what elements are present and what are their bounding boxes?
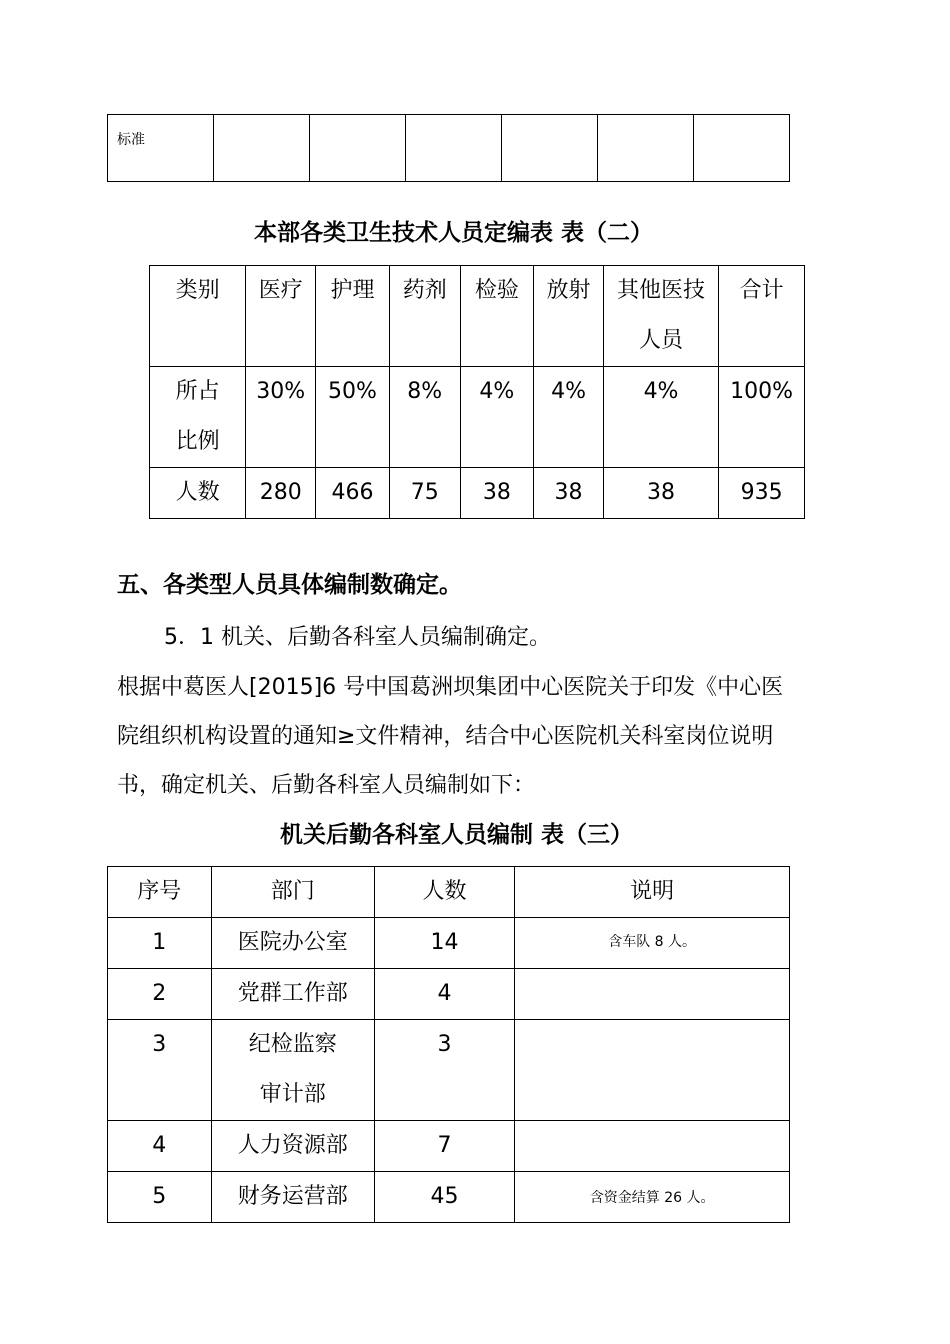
row-dept: 医院办公室 — [211, 918, 374, 969]
ratio-cell: 8% — [389, 367, 460, 468]
ratio-cell: 100% — [719, 367, 805, 468]
ratio-label-line1: 所占 — [175, 379, 220, 404]
header-other-line1: 其他医技 — [617, 278, 706, 303]
row-count: 14 — [374, 918, 514, 969]
count-cell: 75 — [389, 468, 460, 519]
count-cell: 38 — [460, 468, 534, 519]
table-row — [108, 115, 790, 182]
ratio-cell: 4% — [534, 367, 604, 468]
table3-title: 机关后勤各科室人员编制 表（三） — [280, 822, 634, 848]
row-note: 含车队 8 人。 — [515, 918, 790, 969]
count-cell: 935 — [719, 468, 805, 519]
table-cell — [214, 115, 310, 182]
header-count: 人数 — [374, 867, 514, 918]
header-no: 序号 — [108, 867, 212, 918]
header-lab: 检验 — [460, 266, 534, 367]
table-row — [108, 1020, 790, 1121]
row-dept: 人力资源部 — [211, 1121, 374, 1172]
header-radiology: 放射 — [534, 266, 604, 367]
ratio-cell: 30% — [246, 367, 316, 468]
row-note — [515, 1121, 790, 1172]
row-dept: 党群工作部 — [211, 969, 374, 1020]
header-total: 合计 — [719, 266, 805, 367]
table-cell — [694, 115, 790, 182]
department-staff-table — [107, 866, 790, 1223]
header-other-line2: 人员 — [639, 328, 684, 353]
header-note: 说明 — [515, 867, 790, 918]
table2-title: 本部各类卫生技术人员定编表 表（二） — [254, 220, 654, 246]
header-nursing: 护理 — [316, 266, 390, 367]
row-note — [515, 969, 790, 1020]
ratio-label-line2: 比例 — [175, 429, 220, 454]
table-header-row — [150, 266, 805, 367]
paragraph-line: 根据中葛医人[2015]6 号中国葛洲坝集团中心医院关于印发《中心医 — [117, 675, 784, 700]
header-dept: 部门 — [211, 867, 374, 918]
row-count: 4 — [374, 969, 514, 1020]
row-no: 2 — [108, 969, 212, 1020]
standard-label: 标准 — [108, 115, 214, 182]
table-cell — [501, 115, 598, 182]
count-cell: 466 — [316, 468, 390, 519]
count-cell: 38 — [534, 468, 604, 519]
header-medical: 医疗 — [246, 266, 316, 367]
table-cell — [598, 115, 694, 182]
paragraph-line: 院组织机构设置的通知≥文件精神，结合中心医院机关科室岗位说明 — [117, 724, 774, 749]
row-note: 含资金结算 26 人。 — [515, 1172, 790, 1223]
ratio-cell: 50% — [316, 367, 390, 468]
staff-ratio-table — [149, 265, 805, 519]
row-count: 7 — [374, 1121, 514, 1172]
ratio-cell: 4% — [603, 367, 718, 468]
header-pharmacy: 药剂 — [389, 266, 460, 367]
table-row — [150, 468, 805, 519]
row-dept — [211, 1020, 374, 1121]
count-label: 人数 — [150, 468, 246, 519]
row-dept-line2: 审计部 — [259, 1082, 326, 1107]
row-dept-line1: 纪检监察 — [248, 1032, 337, 1057]
table-row — [108, 918, 790, 969]
table-row — [108, 1172, 790, 1223]
row-dept: 财务运营部 — [211, 1172, 374, 1223]
header-category: 类别 — [150, 266, 246, 367]
section-heading: 五、各类型人员具体编制数确定。 — [117, 572, 462, 598]
row-no: 1 — [108, 918, 212, 969]
standard-table — [107, 114, 790, 182]
row-no: 5 — [108, 1172, 212, 1223]
ratio-cell: 4% — [460, 367, 534, 468]
ratio-label — [150, 367, 246, 468]
row-count: 45 — [374, 1172, 514, 1223]
table-row — [108, 969, 790, 1020]
table-row — [108, 1121, 790, 1172]
row-no: 4 — [108, 1121, 212, 1172]
table-row — [150, 367, 805, 468]
count-cell: 280 — [246, 468, 316, 519]
table-cell — [405, 115, 501, 182]
count-cell: 38 — [603, 468, 718, 519]
section-subheading: 5．1 机关、后勤各科室人员编制确定。 — [164, 625, 551, 650]
header-other-tech — [603, 266, 718, 367]
table-cell — [309, 115, 405, 182]
row-note — [515, 1020, 790, 1121]
row-no: 3 — [108, 1020, 212, 1121]
row-count: 3 — [374, 1020, 514, 1121]
table-header-row — [108, 867, 790, 918]
paragraph-line: 书，确定机关、后勤各科室人员编制如下： — [117, 773, 536, 798]
